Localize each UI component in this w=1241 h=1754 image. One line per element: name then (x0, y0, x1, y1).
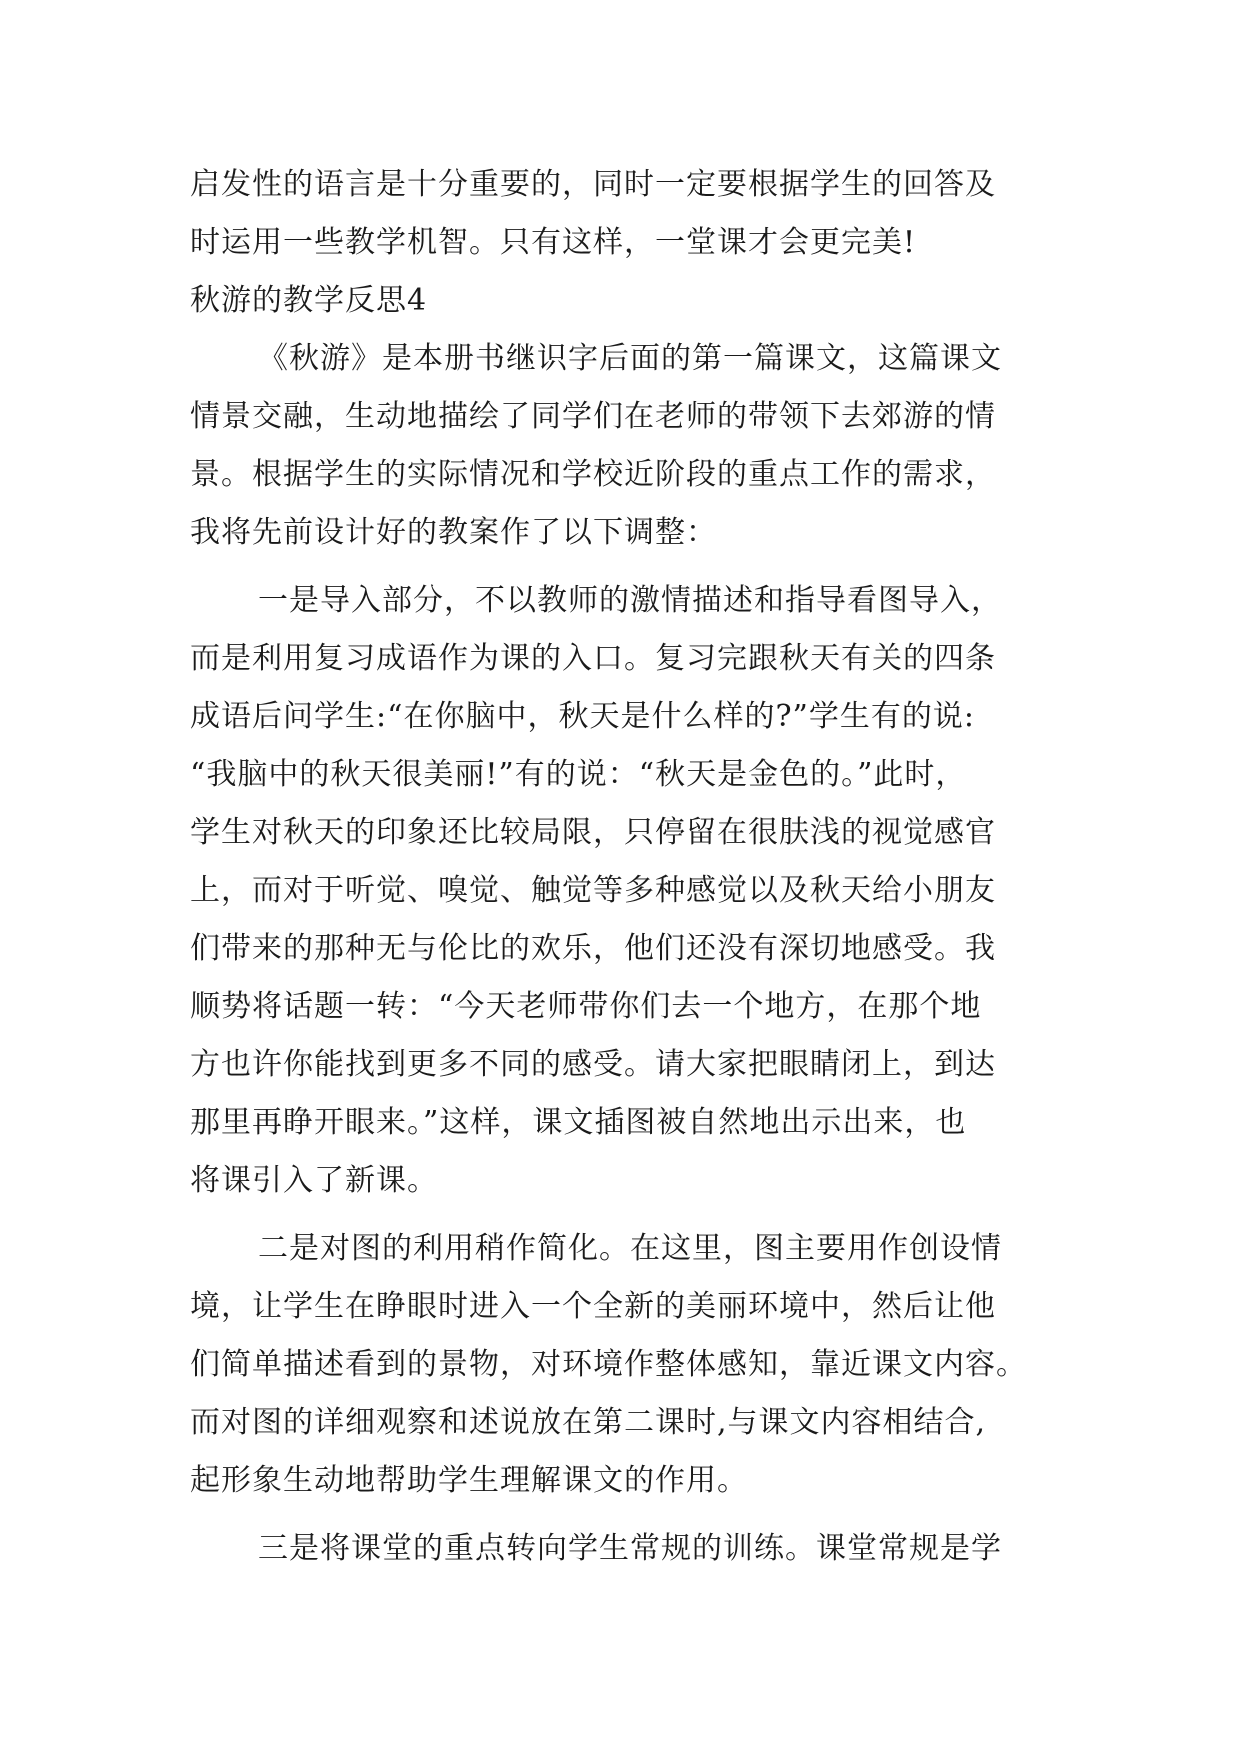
text-line: 起形象生动地帮助学生理解课文的作用。 (190, 1463, 748, 1498)
text-line: “我脑中的秋天很美丽!”有的说：“秋天是金色的。”此时， (190, 757, 967, 792)
text-line: 《秋游》是本册书继识字后面的第一篇课文，这篇课文 (258, 341, 1002, 376)
paragraph-point-three (190, 1520, 1060, 1578)
text-line: 们简单描述看到的景物，对环境作整体感知，靠近课文内容。 (190, 1347, 1027, 1382)
text-line: 景。根据学生的实际情况和学校近阶段的重点工作的需求， (190, 457, 996, 492)
section-heading: 秋游的教学反思4 (190, 283, 428, 318)
text-line: 那里再睁开眼来。”这样，课文插图被自然地出示出来，也 (190, 1105, 967, 1140)
text-line: 三是将课堂的重点转向学生常规的训练。课堂常规是学 (258, 1531, 1002, 1566)
text-line: 而是利用复习成语作为课的入口。复习完跟秋天有关的四条 (190, 641, 996, 676)
text-line: 顺势将话题一转：“今天老师带你们去一个地方，在那个地 (190, 989, 982, 1024)
text-line: 们带来的那种无与伦比的欢乐，他们还没有深切地感受。我 (190, 931, 996, 966)
paragraph-gap (190, 1510, 1060, 1520)
continuation-paragraph (190, 156, 1060, 272)
text-line: 上，而对于听觉、嗅觉、触觉等多种感觉以及秋天给小朋友 (190, 873, 996, 908)
text-line: 一是导入部分，不以教师的激情描述和指导看图导入， (258, 583, 1002, 618)
text-line: 将课引入了新课。 (190, 1163, 438, 1198)
paragraph-point-one (190, 572, 1060, 1210)
text-line: 我将先前设计好的教案作了以下调整： (190, 515, 717, 550)
text-line: 境，让学生在睁眼时进入一个全新的美丽环境中，然后让他 (190, 1289, 996, 1324)
text-line: 成语后问学生:“在你脑中，秋天是什么样的?”学生有的说: (190, 699, 975, 734)
text-line: 启发性的语言是十分重要的，同时一定要根据学生的回答及 (190, 167, 996, 202)
paragraph-intro (190, 330, 1060, 562)
text-line: 而对图的详细观察和述说放在第二课时,与课文内容相结合, (190, 1405, 987, 1440)
paragraph-gap (190, 1210, 1060, 1220)
text-line: 方也许你能找到更多不同的感受。请大家把眼睛闭上，到达 (190, 1047, 996, 1082)
text-line: 情景交融，生动地描绘了同学们在老师的带领下去郊游的情 (190, 399, 996, 434)
document-body (190, 156, 1060, 1578)
text-line: 二是对图的利用稍作简化。在这里，图主要用作创设情 (258, 1231, 1002, 1266)
paragraph-gap (190, 562, 1060, 572)
paragraph-point-two (190, 1220, 1060, 1510)
text-line: 学生对秋天的印象还比较局限，只停留在很肤浅的视觉感官 (190, 815, 996, 850)
text-line: 时运用一些教学机智。只有这样，一堂课才会更完美! (190, 225, 917, 260)
